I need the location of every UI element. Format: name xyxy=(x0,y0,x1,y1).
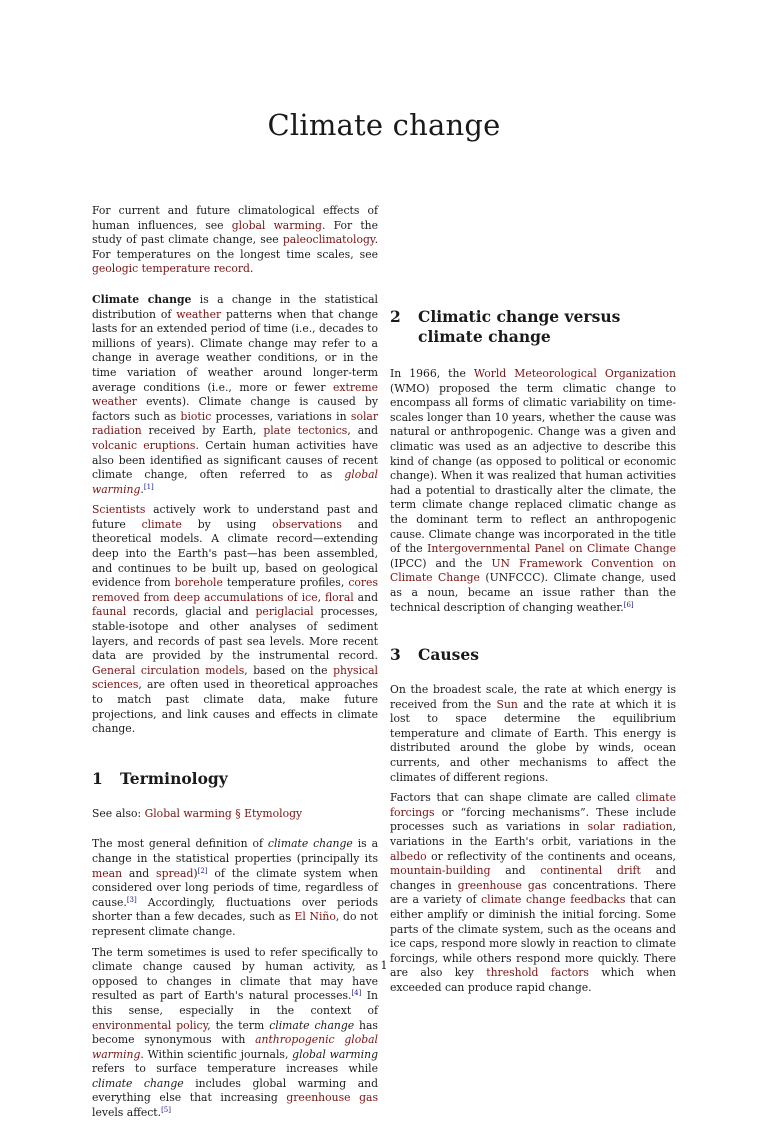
link-spread[interactable]: spread xyxy=(156,866,194,880)
see-also-note: See also: Global warming § Etymology xyxy=(92,806,303,820)
link-ipcc[interactable]: Intergovernmental Panel on Climate Change xyxy=(427,542,677,556)
link-albedo[interactable]: albedo xyxy=(390,849,427,863)
link-greenhouse-gas[interactable]: greenhouse gas xyxy=(286,1091,379,1105)
intro-paragraph-2: Scientists actively work to understand past and future climate by using observations and theoretical models. A climate record—extending deep into the Earth's past—has been assembled, and continues to be built up, based on geological evidence from borehole temperature profiles, cores removed from deep accumulations of ice, floral and faunal records, glacial and periglacial processes, stable-isotope and other analyses of sediment layers, and records of past sea levels. More recent data are provided by the instrumental record. General circulation models, based on the physical sciences, are often used in theoretical approaches to match past climate data, make future projections, and link causes and effects in climate change. xyxy=(92,503,378,736)
link-solar-radiation[interactable]: solar radiation xyxy=(92,409,378,438)
link-global-warming-etymology[interactable]: Global warming § Etymology xyxy=(144,806,303,820)
hatnote: For current and future climatological effects of human influences, see global warming. For the study of past climate change, see paleoclimatology. For temperatures on the longest time scales, see geologic temperature record. xyxy=(92,204,379,276)
link-geologic-temperature-record[interactable]: geologic temperature record xyxy=(92,262,250,276)
link-borehole[interactable]: borehole xyxy=(174,576,223,590)
link-biotic[interactable]: biotic xyxy=(180,409,212,423)
link-plate-tectonics[interactable]: plate tectonics xyxy=(263,424,348,438)
link-faunal[interactable]: faunal xyxy=(92,605,127,619)
right-column xyxy=(390,204,676,1002)
link-mean[interactable]: mean xyxy=(92,866,123,880)
link-climate-change-feedbacks[interactable]: climate change feedbacks xyxy=(481,893,626,907)
causes-paragraph-2: Factors that can shape climate are called climate forcings or “forcing mechanisms”. These include processes such as variations in solar radiation, variations in the Earth's orbit, variations in the albedo or reflectivity of the continents and oceans, mountain-building and continental drift and changes in greenhouse gas concentrations. There are a variety of climate change feedbacks that can either amplify or diminish the initial forcing. Some parts of the climate system, such as the oceans and ice caps, respond more slowly in reaction to climate forcings, while others respond more quickly. There are also key threshold factors which when exceeded can produce rapid change. xyxy=(390,791,677,994)
link-solar-radiation-2[interactable]: solar radiation xyxy=(587,820,673,834)
link-extreme-weather[interactable]: extreme weather xyxy=(92,380,378,409)
link-paleoclimatology[interactable]: paleoclimatology xyxy=(282,233,375,247)
section-2-heading: 2 Climatic change versus climate change xyxy=(390,307,621,346)
causes-paragraph-1: On the broadest scale, the rate at which energy is received from the Sun and the rate at which it is lost to space determine the equilibrium temperature and climate of Earth. This energy is distributed around the globe by winds, ocean currents, and other mechanisms to affect the climates of different regions. xyxy=(390,683,677,784)
link-weather[interactable]: weather xyxy=(176,307,222,321)
link-scientists[interactable]: Scientists xyxy=(92,503,146,517)
link-greenhouse-gas-2[interactable]: greenhouse gas xyxy=(457,878,547,892)
intro-paragraph-1: Climate change is a change in the statistical distribution of weather patterns when that change lasts for an extended period of time (i.e., decades to millions of years). Climate change may refer to a change in average weather conditions, or in the time variation of weather around longer-term average conditions (i.e., more or fewer extreme weather events). Climate change is caused by factors such as biotic processes, variations in solar radiation received by Earth, plate tectonics, and volcanic eruptions. Certain human activities have also been identified as significant causes of recent climate change, often referred to as global warming.[1] xyxy=(92,292,378,496)
link-general-circulation-models[interactable]: General circulation models xyxy=(92,663,245,677)
terminology-paragraph-2-start: The term sometimes is used to refer specifically to climate change caused by human activity, as opposed to changes in climate that may have resulted as part of Earth's natural processes.[4] In this sense, especially in the context of environmental policy, the term climate change has become synonymous with anthropogenic global warming. Within scientific journals, global warming refers to surface temperature increases while climate change includes global warming and everything else that increasing greenhouse gas levels affect.[5] xyxy=(92,945,379,1120)
link-sun[interactable]: Sun xyxy=(496,697,518,711)
link-continental-drift[interactable]: continental drift xyxy=(540,864,641,878)
link-global-warming-italic[interactable]: global warming xyxy=(92,468,378,496)
link-global-warming[interactable]: global warming xyxy=(231,218,322,232)
link-volcanic-eruptions[interactable]: volcanic eruptions xyxy=(92,438,196,452)
link-wmo[interactable]: World Meteorological Organization xyxy=(473,367,677,380)
terminology-paragraph-1: The most general definition of climate change is a change in the statistical properties (principally its mean and spread)[2] of the climate system when considered over long periods of time, regardless of cause.[3] Accordingly, fluctuations over periods shorter than a few decades, such as El Niño, do not represent climate change. xyxy=(92,837,379,938)
section-1-heading: 1 Terminology xyxy=(92,768,228,788)
link-observations[interactable]: observations xyxy=(272,517,342,531)
link-climate-forcings[interactable]: climate forcings xyxy=(390,791,676,819)
citation-6[interactable]: [6] xyxy=(623,600,634,609)
link-environmental-policy[interactable]: environmental policy xyxy=(92,1018,208,1032)
link-threshold-factors[interactable]: threshold factors xyxy=(486,966,589,980)
citation-4[interactable]: [4] xyxy=(351,989,362,998)
left-column xyxy=(92,204,378,1127)
section-3-heading: 3 Causes xyxy=(390,645,479,665)
link-el-nino[interactable]: El Niño xyxy=(294,910,336,924)
link-mountain-building[interactable]: mountain-building xyxy=(390,864,491,878)
link-anthropogenic-global-warming[interactable]: anthropogenic global warming xyxy=(92,1033,378,1061)
citation-3[interactable]: [3] xyxy=(126,895,137,904)
page-title: Climate change xyxy=(267,108,501,142)
link-ice-cores[interactable]: cores removed from deep accumulations of ice xyxy=(92,576,378,604)
link-climate[interactable]: climate xyxy=(141,517,182,531)
page-number: 1 xyxy=(380,959,388,972)
citation-2[interactable]: [2] xyxy=(197,866,208,875)
citation-5[interactable]: [5] xyxy=(161,1106,171,1115)
link-physical-sciences[interactable]: physical sciences xyxy=(92,663,378,692)
link-periglacial[interactable]: periglacial xyxy=(255,605,314,619)
link-unfccc[interactable]: UN Framework Convention on Climate Change xyxy=(390,556,676,585)
link-floral[interactable]: floral xyxy=(324,590,354,604)
climatic-change-paragraph: In 1966, the World Meteorological Organization (WMO) proposed the term climatic change to encompass all forms of climatic variability on time-scales longer than 10 years, whether the cause was natural or anthropogenic. Change was a given and climatic was used as an adjective to describe this kind of change (as opposed to political or economic change). When it was realized that human activities had a potential to drastically alter the climate, the term climate change replaced climatic change as the dominant term to reflect an anthropogenic cause. Climate change was incorporated in the title of the Intergovernmental Panel on Climate Change (IPCC) and the UN Framework Convention on Climate Change (UNFCCC). Climate change, used as a noun, became an issue rather than the technical description of changing weather.[6] xyxy=(390,367,677,614)
citation-1[interactable]: [1] xyxy=(143,482,154,491)
